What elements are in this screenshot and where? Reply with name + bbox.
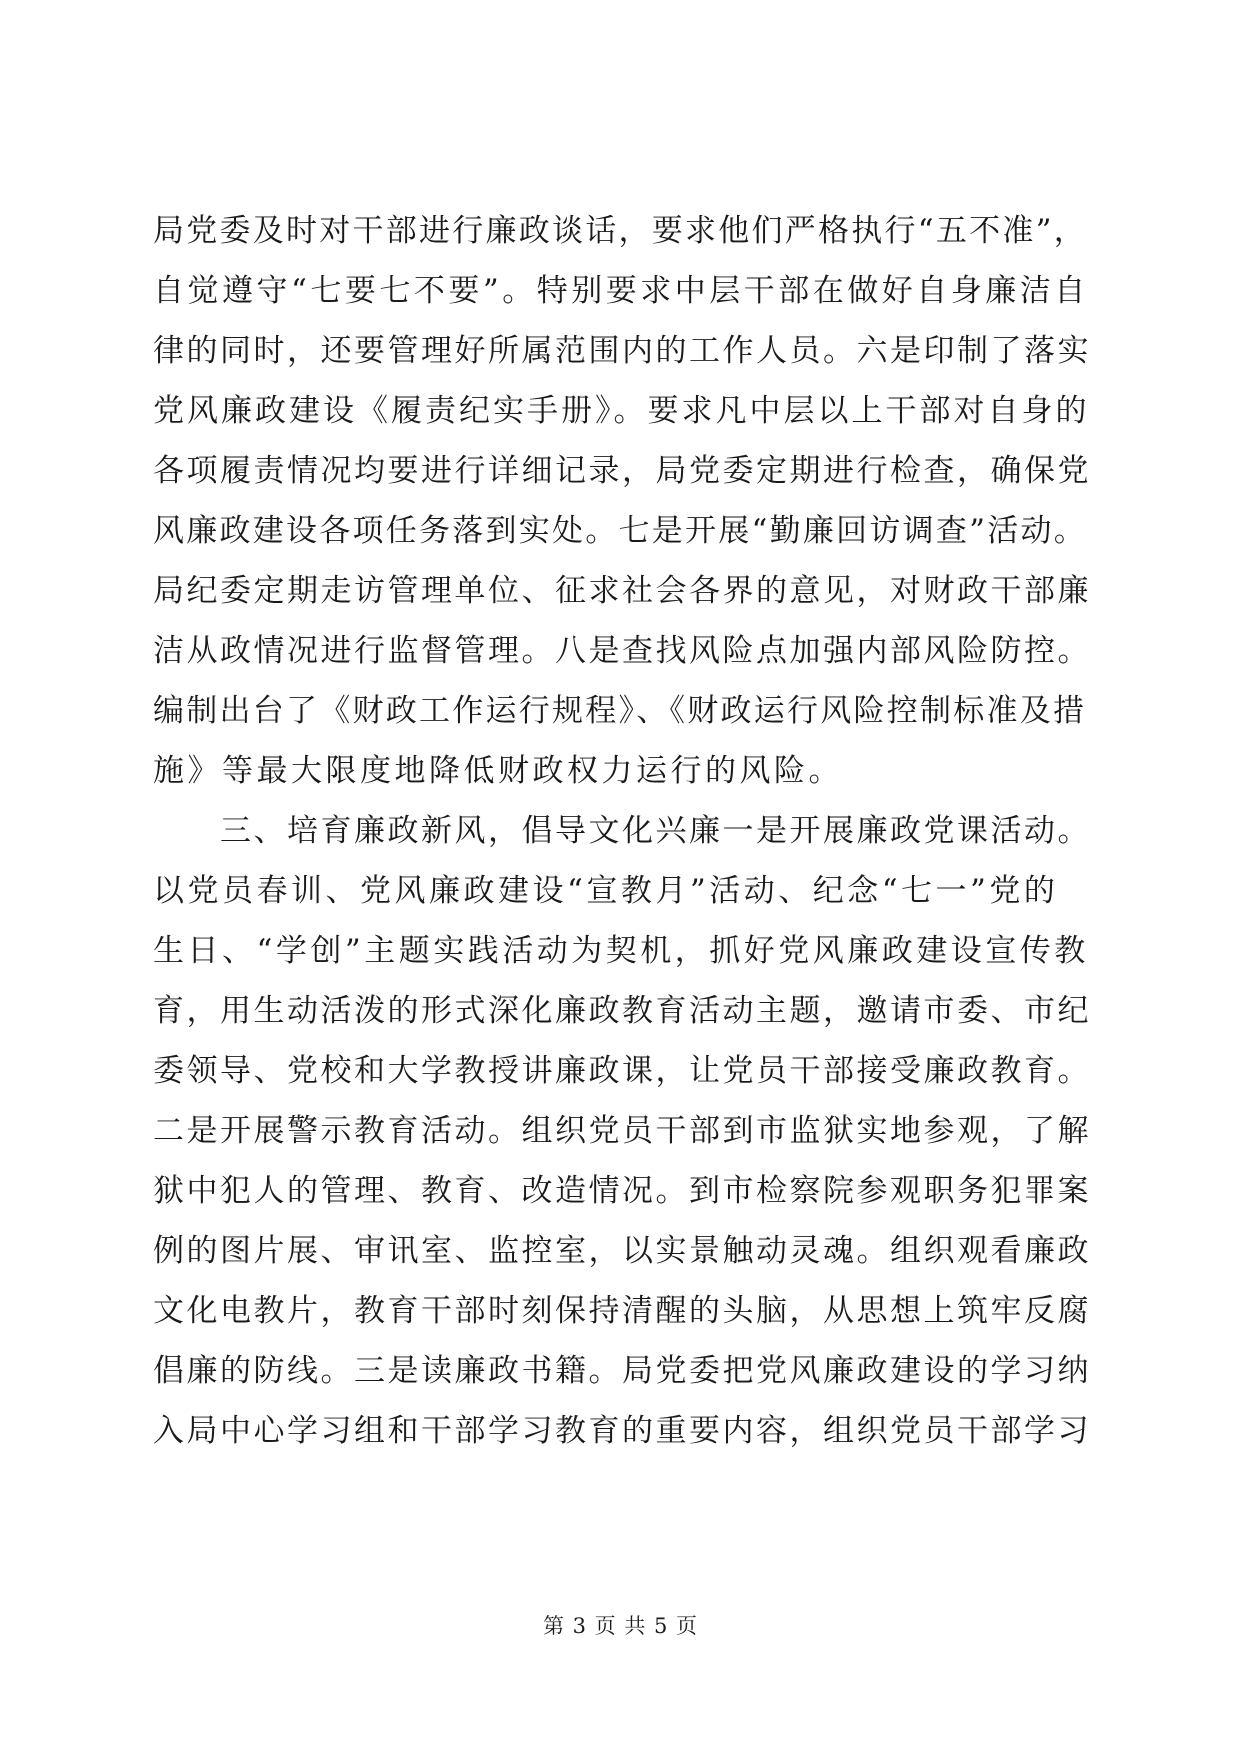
text-line: 二是开展警示教育活动。组织党员干部到市监狱实地参观，了解 bbox=[153, 1113, 1091, 1149]
text-line: 育，用生动活泼的形式深化廉政教育活动主题，邀请市委、市纪 bbox=[153, 993, 1091, 1029]
text-line: 施》等最大限度地降低财政权力运行的风险。 bbox=[153, 753, 843, 789]
text-line: 风廉政建设各项任务落到实处。七是开展“勤廉回访调查”活动。 bbox=[153, 513, 1087, 549]
text-line: 局纪委定期走访管理单位、征求社会各界的意见，对财政干部廉 bbox=[153, 573, 1091, 609]
page-number-footer: 第 3 页 共 5 页 bbox=[542, 1614, 699, 1638]
text-line: 入局中心学习组和干部学习教育的重要内容，组织党员干部学习 bbox=[153, 1413, 1091, 1449]
text-line: 例的图片展、审讯室、监控室，以实景触动灵魂。组织观看廉政 bbox=[153, 1233, 1091, 1269]
text-line: 洁从政情况进行监督管理。八是查找风险点加强内部风险防控。 bbox=[153, 633, 1091, 669]
text-line: 各项履责情况均要进行详细记录，局党委定期进行检查，确保党 bbox=[153, 453, 1091, 489]
text-line: 编制出台了《财政工作运行规程》、《财政运行风险控制标准及措 bbox=[153, 693, 1087, 729]
text-line: 律的同时，还要管理好所属范围内的工作人员。六是印制了落实 bbox=[153, 333, 1091, 369]
text-line: 文化电教片，教育干部时刻保持清醒的头脑，从思想上筑牢反腐 bbox=[153, 1293, 1091, 1329]
text-line: 自觉遵守“七要七不要”。特别要求中层干部在做好自身廉洁自 bbox=[153, 273, 1089, 309]
text-line: 生日、“学创”主题实践活动为契机，抓好党风廉政建设宣传教 bbox=[153, 933, 1089, 969]
text-line: 狱中犯人的管理、教育、改造情况。到市检察院参观职务犯罪案 bbox=[153, 1173, 1091, 1209]
text-line: 倡廉的防线。三是读廉政书籍。局党委把党风廉政建设的学习纳 bbox=[153, 1353, 1091, 1389]
body-text bbox=[153, 201, 1093, 1461]
text-line: 委领导、党校和大学教授讲廉政课，让党员干部接受廉政教育。 bbox=[153, 1053, 1091, 1089]
text-line: 党风廉政建设《履责纪实手册》。要求凡中层以上干部对自身的 bbox=[153, 393, 1090, 429]
text-line: 以党员春训、党风廉政建设“宣教月”活动、纪念“七一”党的 bbox=[153, 873, 1059, 909]
text-line: 局党委及时对干部进行廉政谈话，要求他们严格执行“五不准”， bbox=[153, 213, 1087, 249]
section-heading-line: 三、培育廉政新风，倡导文化兴廉一是开展廉政党课活动。 bbox=[153, 813, 1091, 849]
